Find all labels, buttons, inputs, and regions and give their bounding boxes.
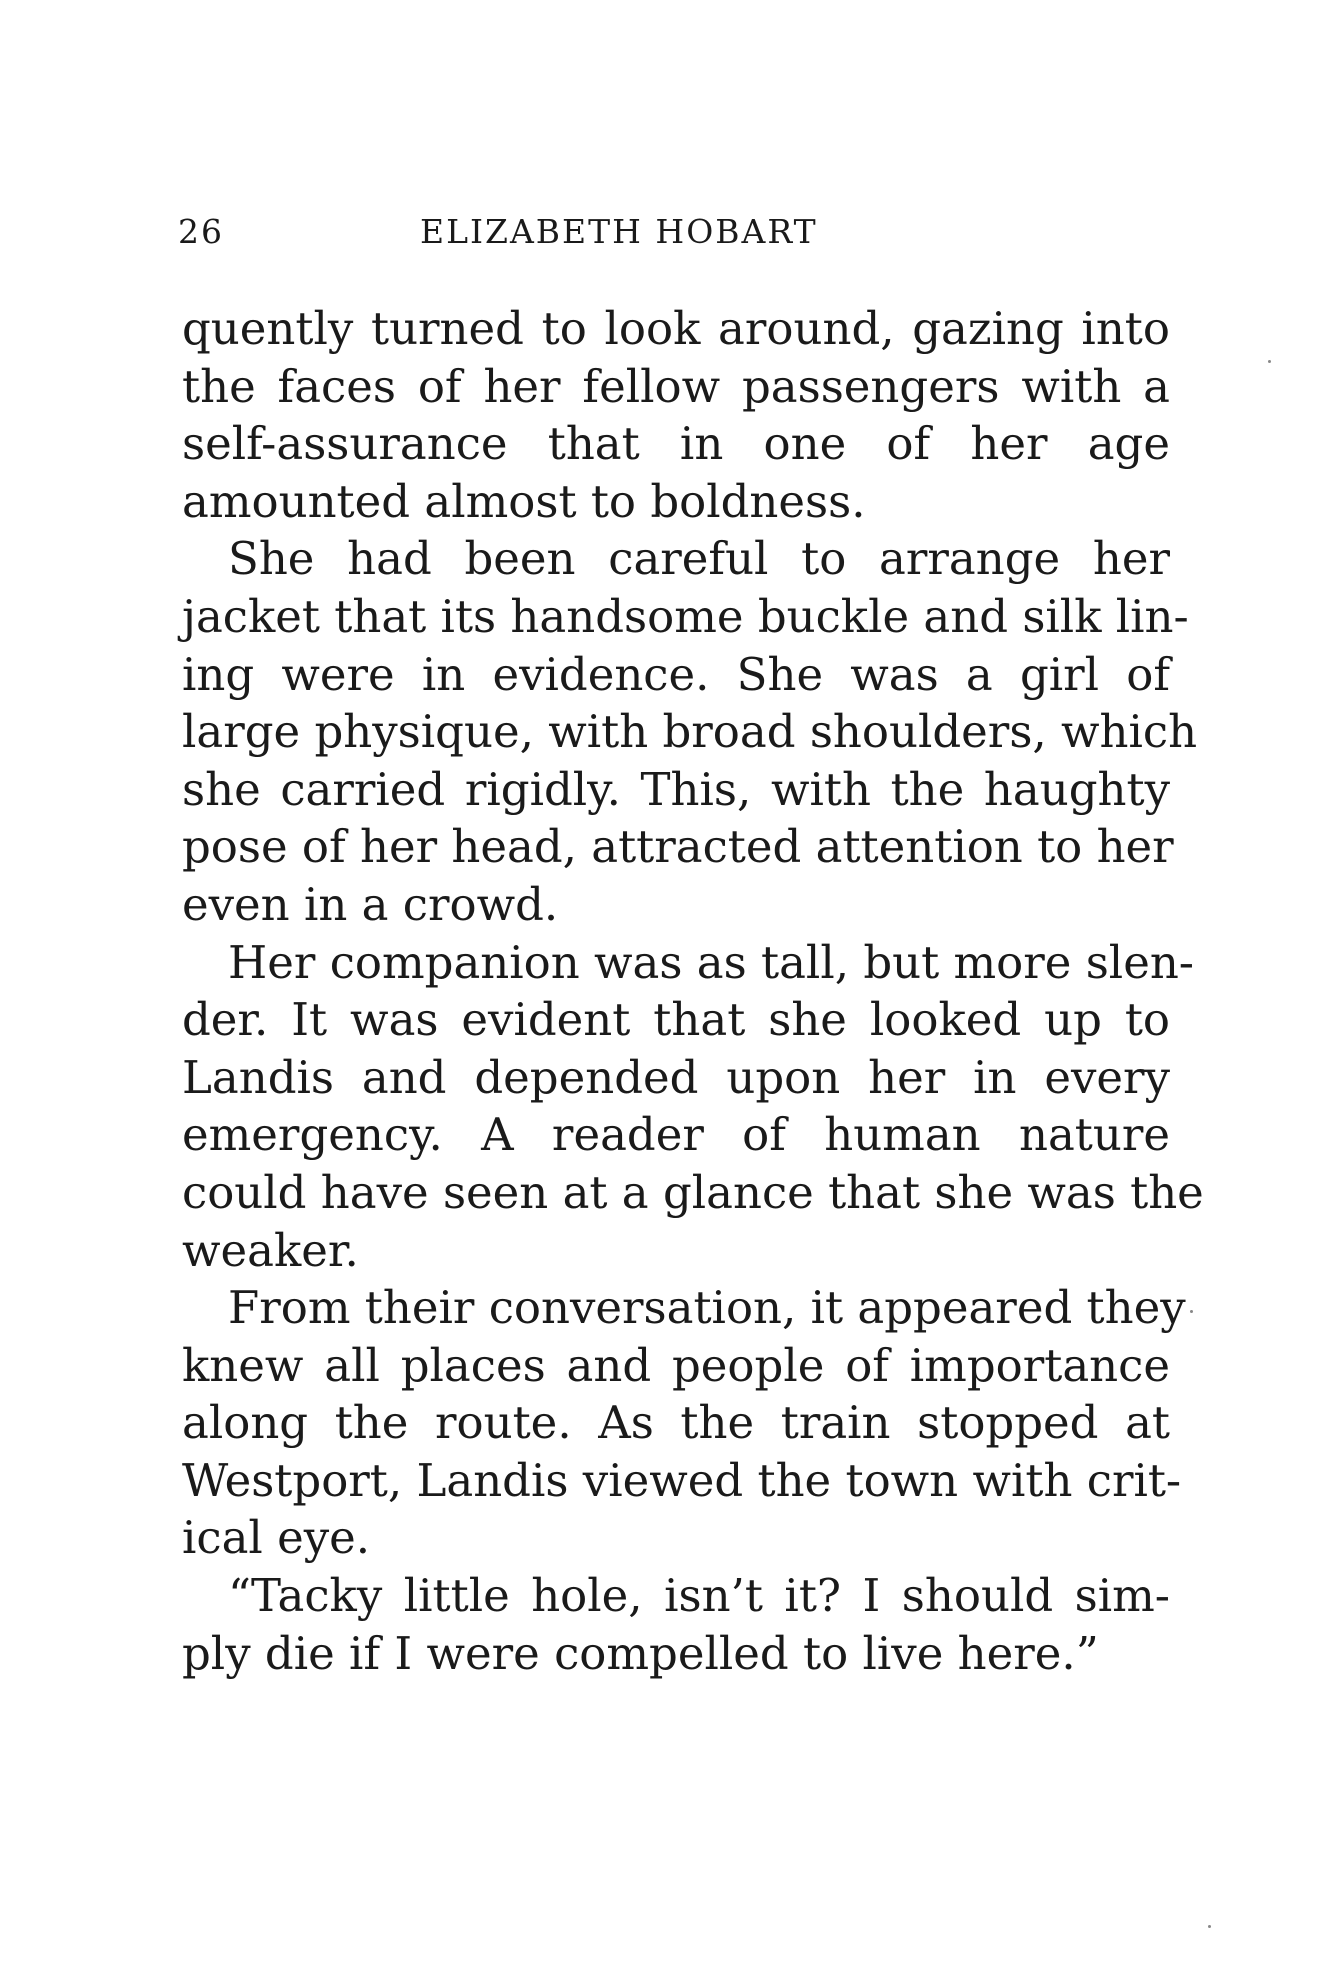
text-line: even in a crowd. (182, 877, 559, 931)
running-head (178, 212, 926, 252)
text-line: ical eye. (182, 1511, 371, 1565)
paper-speck (1208, 1925, 1211, 1928)
text-line: knew all places and people of importance (182, 1338, 1170, 1392)
text-line: she carried rigidly. This, with the haughty (182, 762, 1170, 816)
text-line: along the route. As the train stopped at (182, 1396, 1170, 1450)
text-line: der. It was evident that she looked up to (182, 993, 1170, 1047)
book-title: ELIZABETH HOBART (420, 212, 818, 251)
text-line: pose of her head, attracted attention to her (182, 820, 1174, 874)
text-line: ing were in evidence. She was a girl of (182, 647, 1170, 701)
text-line: self-assurance that in one of her age (182, 417, 1170, 471)
text-line: ply die if I were compelled to live here.” (182, 1626, 1099, 1680)
text-line: amounted almost to boldness. (182, 474, 866, 528)
paper-speck (1190, 1310, 1193, 1313)
paragraph-5 (182, 1567, 1170, 1682)
text-line: She had been careful to arrange her (228, 532, 1170, 586)
text-line: weaker. (182, 1223, 359, 1277)
text-line: could have seen at a glance that she was the (182, 1165, 1204, 1219)
body-text (182, 300, 1204, 1682)
text-line: “Tacky little hole, isn’t it? I should sim- (228, 1569, 1170, 1623)
paragraph-2 (182, 530, 1198, 933)
text-line: Landis and depended upon her in every (182, 1050, 1170, 1104)
paragraph-3 (182, 934, 1204, 1280)
text-line: large physique, with broad shoulders, which (182, 705, 1198, 759)
text-line: emergency. A reader of human nature (182, 1108, 1170, 1162)
paragraph-4 (182, 1279, 1186, 1567)
text-line: jacket that its handsome buckle and silk lin- (182, 589, 1189, 643)
text-line: quently turned to look around, gazing into (182, 302, 1170, 355)
text-line: the faces of her fellow passengers with a (182, 359, 1170, 413)
page-number: 26 (178, 212, 224, 251)
text-line: Her companion was as tall, but more slen- (228, 935, 1195, 989)
text-line: From their conversation, it appeared they (228, 1281, 1186, 1335)
paper-speck (1268, 360, 1271, 363)
paragraph-1 (182, 300, 1170, 530)
text-line: Westport, Landis viewed the town with crit- (182, 1453, 1182, 1507)
